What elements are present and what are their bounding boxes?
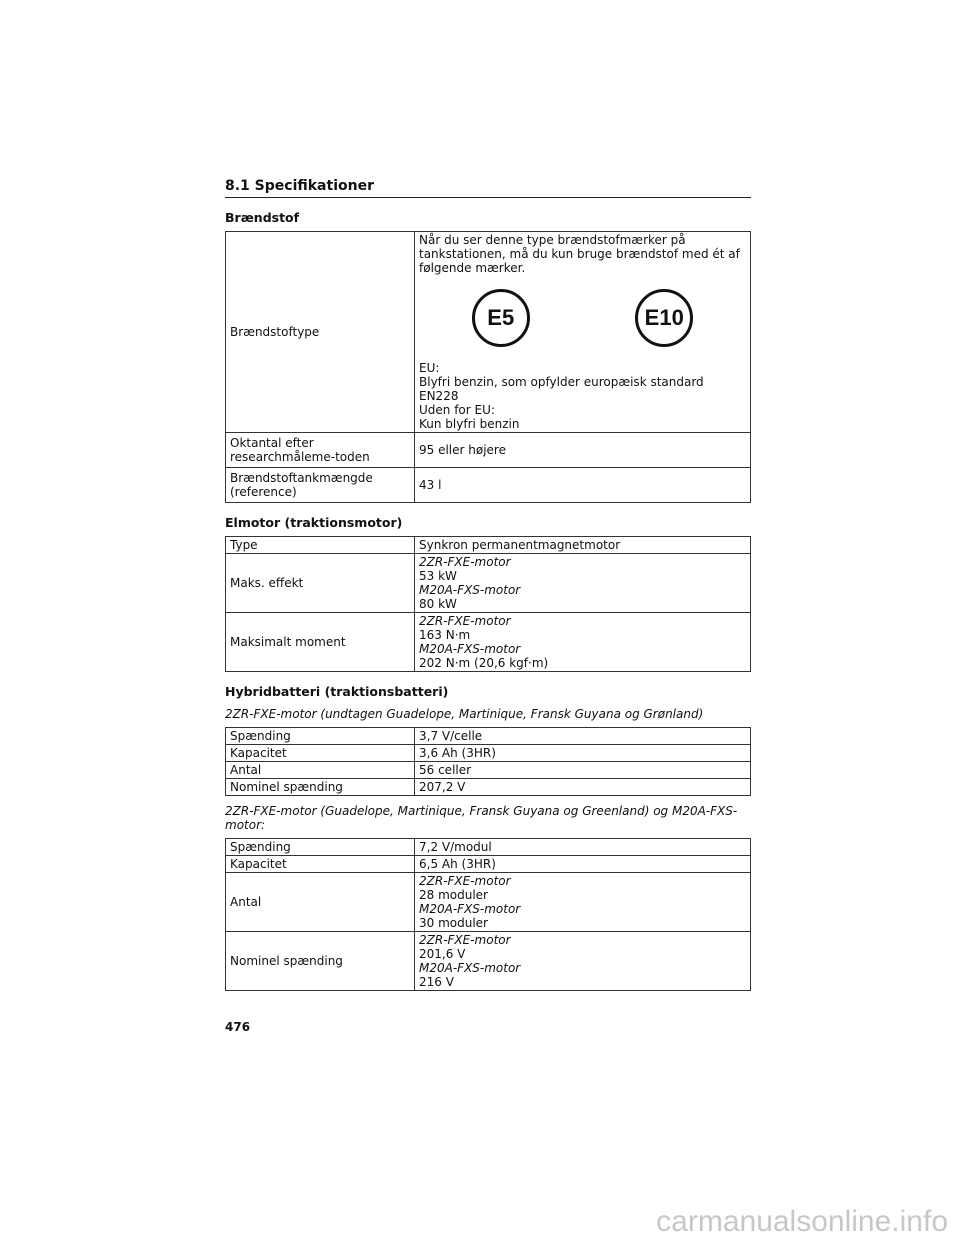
t2-count-value (415, 873, 751, 932)
fuel-table (225, 231, 751, 503)
engine-variant-label: 2ZR-FXE-motor (419, 555, 511, 569)
table-row (226, 433, 751, 468)
t2-capacity-value: 6,5 Ah (3HR) (415, 856, 751, 873)
spec-value: 28 moduler (419, 888, 488, 902)
table-row (226, 873, 751, 932)
fuel-type-intro: Når du ser denne type brændstofmærker på tankstationen, må du kun bruge brændstof med ét af følgende mærker. (419, 233, 740, 275)
table-row (226, 728, 751, 745)
table-row (226, 839, 751, 856)
spec-label: Spænding (226, 728, 415, 745)
section-title: 8.1 Specifikationer (225, 178, 751, 198)
table-row (226, 779, 751, 796)
octane-label: Oktantal efter researchmåleme-toden (226, 433, 415, 468)
spec-value: 30 moduler (419, 916, 488, 930)
engine-variant-label: M20A-FXS-motor (419, 902, 521, 916)
tank-label: Brændstoftankmængde (reference) (226, 468, 415, 503)
fuel-type-line: Kun blyfri benzin (419, 417, 520, 431)
spec-value: 163 N·m (419, 628, 471, 642)
motor-type-label: Type (226, 537, 415, 554)
engine-variant-label: 2ZR-FXE-motor (419, 614, 511, 628)
table-row (226, 745, 751, 762)
watermark: carmanualsonline.info (656, 1205, 948, 1238)
table-row (226, 932, 751, 991)
spec-label: Nominel spænding (226, 779, 415, 796)
motor-heading: Elmotor (traktionsmotor) (225, 515, 403, 530)
fuel-type-line: EU: (419, 361, 440, 375)
t2-voltage-label: Spænding (226, 839, 415, 856)
t2-nominal-label: Nominel spænding (226, 932, 415, 991)
spec-value: 3,6 Ah (3HR) (415, 745, 751, 762)
spec-label: Kapacitet (226, 745, 415, 762)
spec-value: 3,7 V/celle (415, 728, 751, 745)
battery-heading: Hybridbatteri (traktionsbatteri) (225, 684, 449, 699)
fuel-type-line: Blyfri benzin, som opfylder europæisk standard EN228 (419, 375, 704, 403)
spec-label: Antal (226, 762, 415, 779)
battery-table-1 (225, 727, 751, 796)
engine-variant-label: M20A-FXS-motor (419, 583, 521, 597)
table-row (226, 856, 751, 873)
table-row (226, 537, 751, 554)
t2-nominal-value (415, 932, 751, 991)
engine-variant-label: M20A-FXS-motor (419, 961, 521, 975)
page-number: 476 (225, 1020, 251, 1034)
spec-value: 201,6 V (419, 947, 466, 961)
spec-value: 216 V (419, 975, 454, 989)
battery-note-1: 2ZR-FXE-motor (undtagen Guadelope, Martinique, Fransk Guyana og Grønland) (225, 707, 704, 721)
engine-variant-label: 2ZR-FXE-motor (419, 933, 511, 947)
t2-count-label: Antal (226, 873, 415, 932)
manual-page (225, 178, 751, 991)
fuel-heading: Brændstof (225, 210, 300, 225)
tank-value: 43 l (415, 468, 751, 503)
table-row (226, 554, 751, 613)
spec-value: 80 kW (419, 597, 457, 611)
torque-value (415, 613, 751, 672)
t2-capacity-label: Kapacitet (226, 856, 415, 873)
fuel-type-label: Brændstoftype (226, 232, 415, 433)
battery-table-2 (225, 838, 751, 991)
table-row (226, 468, 751, 503)
engine-variant-label: M20A-FXS-motor (419, 642, 521, 656)
spec-value: 56 celler (415, 762, 751, 779)
spec-value: 207,2 V (415, 779, 751, 796)
table-row (226, 762, 751, 779)
torque-label: Maksimalt moment (226, 613, 415, 672)
t2-voltage-value: 7,2 V/modul (415, 839, 751, 856)
e5-badge-icon: E5 (472, 289, 530, 347)
motor-type-value: Synkron permanentmagnetmotor (415, 537, 751, 554)
power-value (415, 554, 751, 613)
fuel-type-value (415, 232, 751, 433)
spec-value: 202 N·m (20,6 kgf·m) (419, 656, 549, 670)
power-label: Maks. effekt (226, 554, 415, 613)
motor-table (225, 536, 751, 672)
e10-badge-icon: E10 (635, 289, 693, 347)
table-row (226, 613, 751, 672)
spec-value: 53 kW (419, 569, 457, 583)
fuel-badges (419, 275, 746, 361)
fuel-type-line: Uden for EU: (419, 403, 495, 417)
engine-variant-label: 2ZR-FXE-motor (419, 874, 511, 888)
table-row (226, 232, 751, 433)
battery-note-2: 2ZR-FXE-motor (Guadelope, Martinique, Fransk Guyana og Greenland) og M20A-FXS-motor: (225, 804, 738, 832)
octane-value: 95 eller højere (415, 433, 751, 468)
